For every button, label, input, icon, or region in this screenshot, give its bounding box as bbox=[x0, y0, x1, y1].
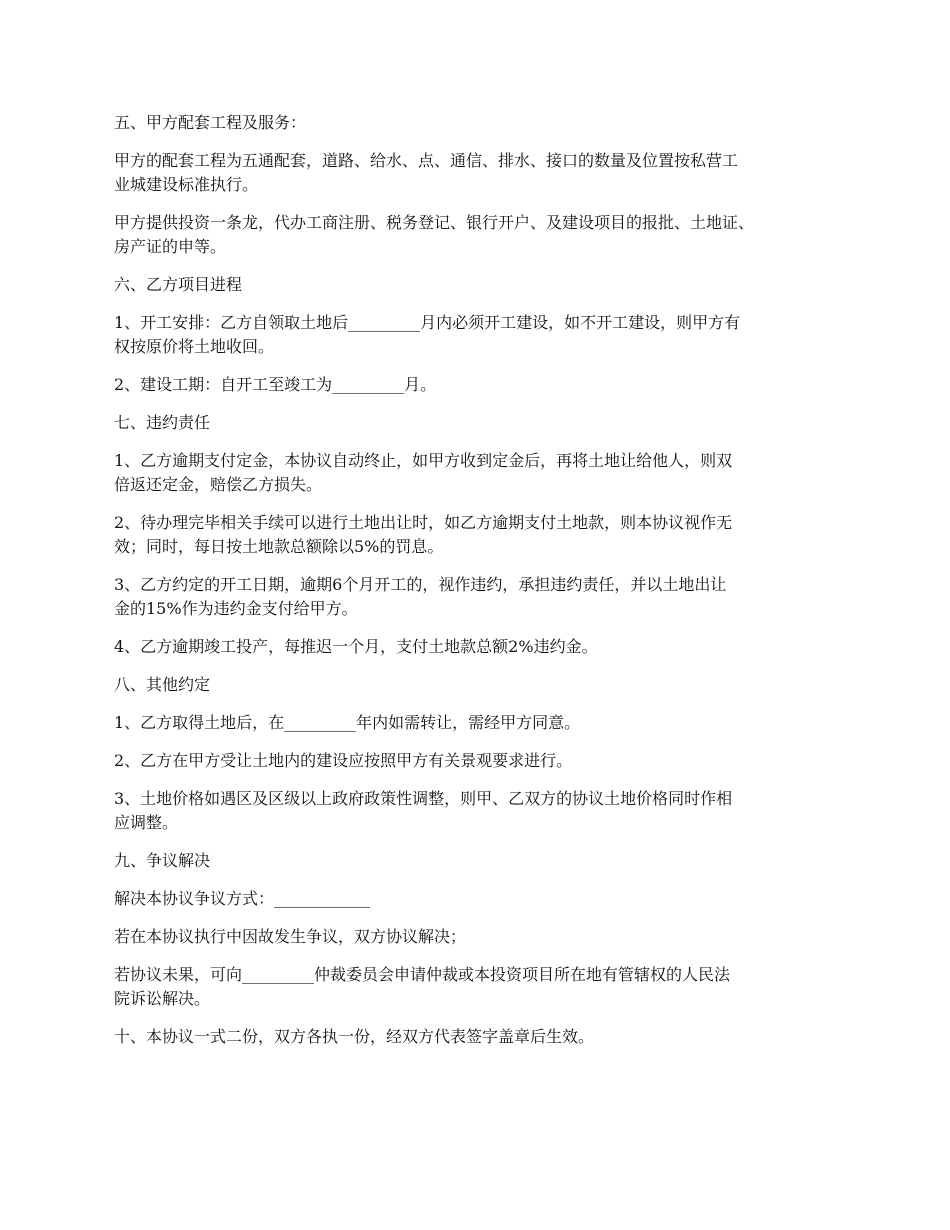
paragraph: 1、乙方取得土地后，在_________年内如需转让，需经甲方同意。 bbox=[114, 713, 581, 732]
paragraph: 3、乙方约定的开工日期，逾期6个月开工的，视作违约，承担违约责任，并以土地出让 金的15%作为违约金支付给甲方。 bbox=[114, 575, 727, 618]
paragraph: 4、乙方逾期竣工投产，每推迟一个月，支付土地款总额2%违约金。 bbox=[114, 637, 598, 656]
section-heading-6: 六、乙方项目进程 bbox=[114, 275, 243, 294]
paragraph: 甲方的配套工程为五通配套，道路、给水、点、通信、排水、接口的数量及位置按私营工 业城建设标准执行。 bbox=[114, 151, 739, 194]
paragraph: 若在本协议执行中因故发生争议，双方协议解决； bbox=[114, 927, 467, 946]
paragraph: 解决本协议争议方式：____________ bbox=[114, 889, 371, 908]
section-heading-10: 十、本协议一式二份，双方各执一份，经双方代表签字盖章后生效。 bbox=[114, 1027, 595, 1046]
section-heading-9: 九、争议解决 bbox=[114, 851, 211, 870]
paragraph: 2、乙方在甲方受让土地内的建设应按照甲方有关景观要求进行。 bbox=[114, 751, 573, 770]
paragraph: 3、土地价格如遇区及区级以上政府政策性调整，则甲、乙双方的协议土地价格同时作相 应调整。 bbox=[114, 789, 733, 832]
paragraph: 2、待办理完毕相关手续可以进行土地出让时，如乙方逾期支付土地款，则本协议视作无 效；同时，每日按土地款总额除以5%的罚息。 bbox=[114, 513, 733, 556]
paragraph: 若协议未果，可向_________仲裁委员会申请仲裁或本投资项目所在地有管辖权的人民法 院诉讼解决。 bbox=[114, 965, 731, 1008]
paragraph: 1、乙方逾期支付定金，本协议自动终止，如甲方收到定金后，再将土地让给他人，则双 倍返还定金，赔偿乙方损失。 bbox=[114, 451, 733, 494]
paragraph: 2、建设工期：自开工至竣工为_________月。 bbox=[114, 375, 437, 394]
section-heading-5: 五、甲方配套工程及服务： bbox=[114, 113, 307, 132]
paragraph: 甲方提供投资一条龙，代办工商注册、税务登记、银行开户、及建设项目的报批、土地证、 房产证的申等。 bbox=[114, 213, 755, 256]
section-heading-7: 七、违约责任 bbox=[114, 413, 211, 432]
document-page bbox=[114, 111, 850, 1063]
paragraph: 1、开工安排：乙方自领取土地后_________月内必须开工建设，如不开工建设，则甲方有 权按原价将土地收回。 bbox=[114, 313, 741, 356]
section-heading-8: 八、其他约定 bbox=[114, 675, 211, 694]
